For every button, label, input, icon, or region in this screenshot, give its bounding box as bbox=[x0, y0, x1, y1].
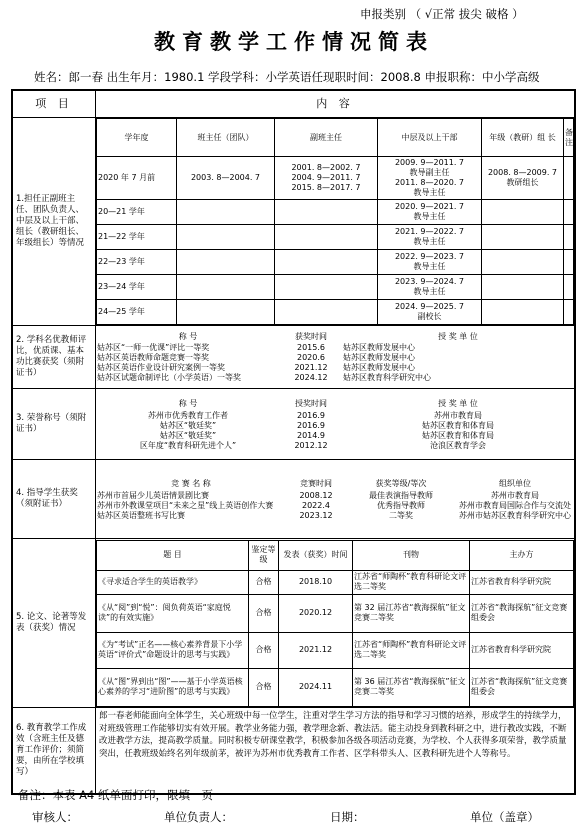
s5-paper-host: 江苏省教育科学研究院 bbox=[470, 632, 574, 668]
s2-award-name: 姑苏区英语教师命题竞赛一等奖 bbox=[97, 352, 209, 362]
s3-header-name: 称 号 bbox=[178, 399, 198, 408]
s4-contest-org: 苏州市教育局国际合作与交流处 bbox=[459, 501, 571, 510]
s2-award-unit: 姑苏区教育科学研究中心 bbox=[343, 372, 431, 382]
header-content: 内 容 bbox=[96, 91, 575, 118]
table-row bbox=[96, 343, 574, 353]
s4-contest-name: 苏州市首届少儿英语情景剧比赛 bbox=[97, 491, 209, 500]
s5-header-grade: 鉴定等级 bbox=[249, 540, 279, 570]
table-row bbox=[96, 363, 574, 373]
s3-honor-name: 区年度“教育科研先进个人” bbox=[139, 440, 237, 450]
unit-head-label: 单位负责人： bbox=[164, 810, 233, 824]
s3-honor-unit: 沧浪区教育学会 bbox=[430, 440, 486, 450]
s2-award-time: 2021.12 bbox=[294, 362, 328, 372]
unit-seal-label: 单位（盖章） bbox=[470, 810, 539, 824]
section-5-label: 5. 论文、论著等发表（获奖）情况 bbox=[13, 539, 96, 708]
s5-paper-title: 《为“考试”正名——核心素养背景下小学英语“评价式”命题设计的思考与实践》 bbox=[97, 632, 249, 668]
table-row bbox=[96, 431, 574, 441]
s5-header-title: 题 目 bbox=[97, 540, 249, 570]
s3-header-unit: 授 奖 单 位 bbox=[438, 399, 478, 408]
section-4-label: 4. 指导学生获奖（须附证书） bbox=[13, 460, 96, 539]
s5-paper-time: 2018.10 bbox=[279, 570, 353, 594]
s5-paper-journal: 江苏省“师陶杯”教育科研论文评选二等奖 bbox=[353, 570, 470, 594]
s5-header-journal: 刊物 bbox=[353, 540, 470, 570]
s1-year: 22—23 学年 bbox=[97, 250, 177, 275]
s5-paper-grade: 合格 bbox=[249, 570, 279, 594]
s2-award-unit: 姑苏区教师发展中心 bbox=[343, 362, 415, 372]
s3-honor-unit: 姑苏区教育和体育局 bbox=[422, 430, 494, 440]
s2-award-name: 姑苏区英语作业设计研究案例一等奖 bbox=[97, 362, 225, 372]
section-5-table bbox=[96, 540, 574, 707]
s1-year: 24—25 学年 bbox=[97, 300, 177, 325]
s3-honor-unit: 姑苏区教育和体育局 bbox=[422, 420, 494, 430]
table-row bbox=[97, 250, 574, 275]
table-row bbox=[96, 491, 574, 501]
s1-cadre: 2024. 9—2025. 7 副校长 bbox=[378, 300, 482, 325]
footer-note: 备注：本表 A4 纸单面打印，限填一页 bbox=[18, 788, 213, 802]
s4-contest-name: 苏州市外教课堂项目“未来之星”线上英语创作大赛 bbox=[97, 501, 274, 510]
section-2-label: 2. 学科名优教师评比，优质课、基本功比赛获奖（须附证书） bbox=[13, 326, 96, 389]
s2-award-unit: 姑苏区教师发展中心 bbox=[343, 352, 415, 362]
table-row bbox=[97, 570, 574, 594]
s3-honor-time: 2016.9 bbox=[297, 410, 325, 420]
s3-header-time: 授奖时间 bbox=[295, 399, 327, 408]
s1-header-leader: 年级（教研）组 长 bbox=[482, 119, 564, 157]
s3-honor-time: 2016.9 bbox=[297, 420, 325, 430]
table-row bbox=[97, 275, 574, 300]
s5-paper-title: 《寻求适合学生的英语教学》 bbox=[97, 570, 249, 594]
work-effect-text: 郎一春老师能面向全体学生，关心班级中每一位学生，注重对学生学习方法的指导和学习习惯的培养，形成学生的持续学力，对班级管理工作能够切实有效开展。教学业务能力强，教学理念新、教法活。能主动投身到教科研之中，进行教改实践，不断改进教学方法，提高教学质量。同时积极专研课堂教学，积极参加各级各项活动竞赛，为学校、个人获得多项荣誉，教学质量突出，任教班级始终名列年级前茅，被评为苏州市优秀教育工作者、区学科带头人、区教科研先进个人等称号。 bbox=[96, 708, 575, 794]
s1-header-head-teacher: 班主任（团队） bbox=[177, 119, 275, 157]
date-label: 日期： bbox=[330, 810, 365, 824]
s2-header-name: 称 号 bbox=[178, 332, 198, 341]
s5-paper-host: 江苏省“教海探航”征文竞赛组委会 bbox=[470, 668, 574, 706]
s1-cadre: 2021. 9—2022. 7 教导主任 bbox=[378, 225, 482, 250]
s3-honor-unit: 苏州市教育局 bbox=[434, 410, 482, 420]
s3-honor-name: 姑苏区“敬廷奖” bbox=[159, 420, 217, 430]
s1-header-note: 备注 bbox=[564, 119, 574, 157]
s5-paper-time: 2020.12 bbox=[279, 594, 353, 632]
header-item: 项 目 bbox=[13, 91, 96, 118]
s4-contest-time: 2023.12 bbox=[299, 511, 333, 520]
s4-header-time: 竞赛时间 bbox=[300, 479, 332, 488]
table-row bbox=[96, 421, 574, 431]
s1-year: 2020 年 7 月前 bbox=[97, 157, 177, 200]
s1-deputy: 2001. 8—2002. 7 2004. 9—2011. 7 2015. 8—2017. 7 bbox=[275, 157, 378, 200]
s5-paper-time: 2024.11 bbox=[279, 668, 353, 706]
s5-paper-grade: 合格 bbox=[249, 632, 279, 668]
table-row bbox=[96, 411, 574, 421]
s2-award-time: 2020.6 bbox=[297, 352, 325, 362]
section-6-label: 6. 教育教学工作成效（含班主任及德育工作评价；须简要，由所在学校填写） bbox=[13, 708, 96, 794]
table-row bbox=[96, 501, 574, 511]
section-1-label: 1.担任正副班主任、团队负责人、中层及以上干部、组长（教研组长、年级组长）等情况 bbox=[13, 118, 96, 326]
s1-cadre: 2020. 9—2021. 7 教导主任 bbox=[378, 200, 482, 225]
applicant-info: 姓名：郎一春 出生年月：1980.1 学段学科：小学英语任现职时间：2008.8 申报职称：中小学高级 bbox=[34, 70, 540, 84]
table-row bbox=[97, 225, 574, 250]
s1-year: 20—21 学年 bbox=[97, 200, 177, 225]
s4-header-level: 获奖等级/等次 bbox=[375, 479, 427, 488]
s1-header-cadre: 中层及以上干部 bbox=[378, 119, 482, 157]
s1-note bbox=[564, 157, 574, 200]
s5-header-host: 主办方 bbox=[470, 540, 574, 570]
s3-honor-name: 苏州市优秀教育工作者 bbox=[148, 410, 228, 420]
s5-paper-journal: 第 32 届江苏省“教海探航”征文竞赛二等奖 bbox=[353, 594, 470, 632]
s1-leader: 2008. 8—2009. 7 教研组长 bbox=[482, 157, 564, 200]
s4-contest-level: 最佳表演指导教师 bbox=[369, 491, 433, 500]
section-3-label: 3. 荣誉称号（须附证书） bbox=[13, 389, 96, 460]
s2-award-unit: 姑苏区教师发展中心 bbox=[343, 342, 415, 352]
s4-header-name: 竞 赛 名 称 bbox=[171, 479, 211, 488]
section-2-table bbox=[96, 332, 574, 383]
s2-header-unit: 授 奖 单 位 bbox=[438, 332, 478, 341]
s1-cadre: 2022. 9—2023. 7 教导主任 bbox=[378, 250, 482, 275]
section-1-table bbox=[96, 118, 574, 325]
s4-contest-level: 二等奖 bbox=[389, 511, 413, 520]
table-row bbox=[96, 353, 574, 363]
s4-contest-level: 优秀指导教师 bbox=[377, 501, 425, 510]
page-title: 教育教学工作情况简表 bbox=[154, 30, 434, 54]
s1-header-deputy: 副班主任 bbox=[275, 119, 378, 157]
table-row bbox=[97, 300, 574, 325]
table-row bbox=[97, 594, 574, 632]
s2-award-name: 姑苏区试题命制评比（小学英语）一等奖 bbox=[97, 372, 241, 382]
s1-year: 21—22 学年 bbox=[97, 225, 177, 250]
s3-honor-time: 2014.9 bbox=[297, 430, 325, 440]
s1-header-year: 学年度 bbox=[97, 119, 177, 157]
s3-honor-time: 2012.12 bbox=[294, 440, 328, 450]
s5-header-time: 发表（获奖）时间 bbox=[279, 540, 353, 570]
s4-header-org: 组织单位 bbox=[499, 479, 531, 488]
s4-contest-time: 2008.12 bbox=[299, 491, 333, 500]
section-3-table bbox=[96, 398, 574, 451]
s5-paper-journal: 江苏省“师陶杯”教育科研论文评选二等奖 bbox=[353, 632, 470, 668]
s4-contest-name: 姑苏区英语整班书写比赛 bbox=[97, 511, 185, 520]
s5-paper-host: 江苏省教育科学研究院 bbox=[470, 570, 574, 594]
s5-paper-title: 《从“图”界到出“图”——基于小学英语核心素养的学习“进阶图”的思考与实践》 bbox=[97, 668, 249, 706]
s5-paper-journal: 第 36 届江苏省“教海探航”征文竞赛二等奖 bbox=[353, 668, 470, 706]
s4-contest-org: 苏州市姑苏区教育科学研究中心 bbox=[459, 511, 571, 520]
s5-paper-grade: 合格 bbox=[249, 668, 279, 706]
s3-honor-name: 姑苏区“敬廷奖” bbox=[159, 430, 217, 440]
s2-award-name: 姑苏区“一师一优课”评比一等奖 bbox=[97, 342, 210, 352]
work-summary-table bbox=[11, 89, 576, 795]
table-row bbox=[96, 373, 574, 383]
application-category: 申报类别 （ √正常 拔尖 破格 ） bbox=[360, 7, 524, 21]
table-row bbox=[97, 157, 574, 200]
s5-paper-time: 2021.12 bbox=[279, 632, 353, 668]
s1-head-teacher: 2003. 8—2004. 7 bbox=[177, 157, 275, 200]
s4-contest-time: 2022.4 bbox=[302, 501, 330, 510]
table-row bbox=[96, 511, 574, 521]
s1-cadre: 2009. 9—2011. 7 教导副主任 2011. 8—2020. 7 教导主任 bbox=[378, 157, 482, 200]
table-row bbox=[96, 441, 574, 451]
s2-award-time: 2015.6 bbox=[297, 342, 325, 352]
s5-paper-title: 《从“阅”到“悦”：阅负荷英语“家庭悦读”的有效实施》 bbox=[97, 594, 249, 632]
reviewer-label: 审核人： bbox=[32, 810, 78, 824]
section-4-table bbox=[96, 477, 574, 521]
s1-year: 23—24 学年 bbox=[97, 275, 177, 300]
table-row bbox=[97, 632, 574, 668]
s4-contest-org: 苏州市教育局 bbox=[491, 491, 539, 500]
table-row bbox=[97, 200, 574, 225]
table-row bbox=[97, 668, 574, 706]
s2-award-time: 2024.12 bbox=[294, 372, 328, 382]
s5-paper-host: 江苏省“教海探航”征文竞赛组委会 bbox=[470, 594, 574, 632]
s1-cadre: 2023. 9—2024. 7 教导主任 bbox=[378, 275, 482, 300]
s2-header-time: 获奖时间 bbox=[295, 332, 327, 341]
s5-paper-grade: 合格 bbox=[249, 594, 279, 632]
